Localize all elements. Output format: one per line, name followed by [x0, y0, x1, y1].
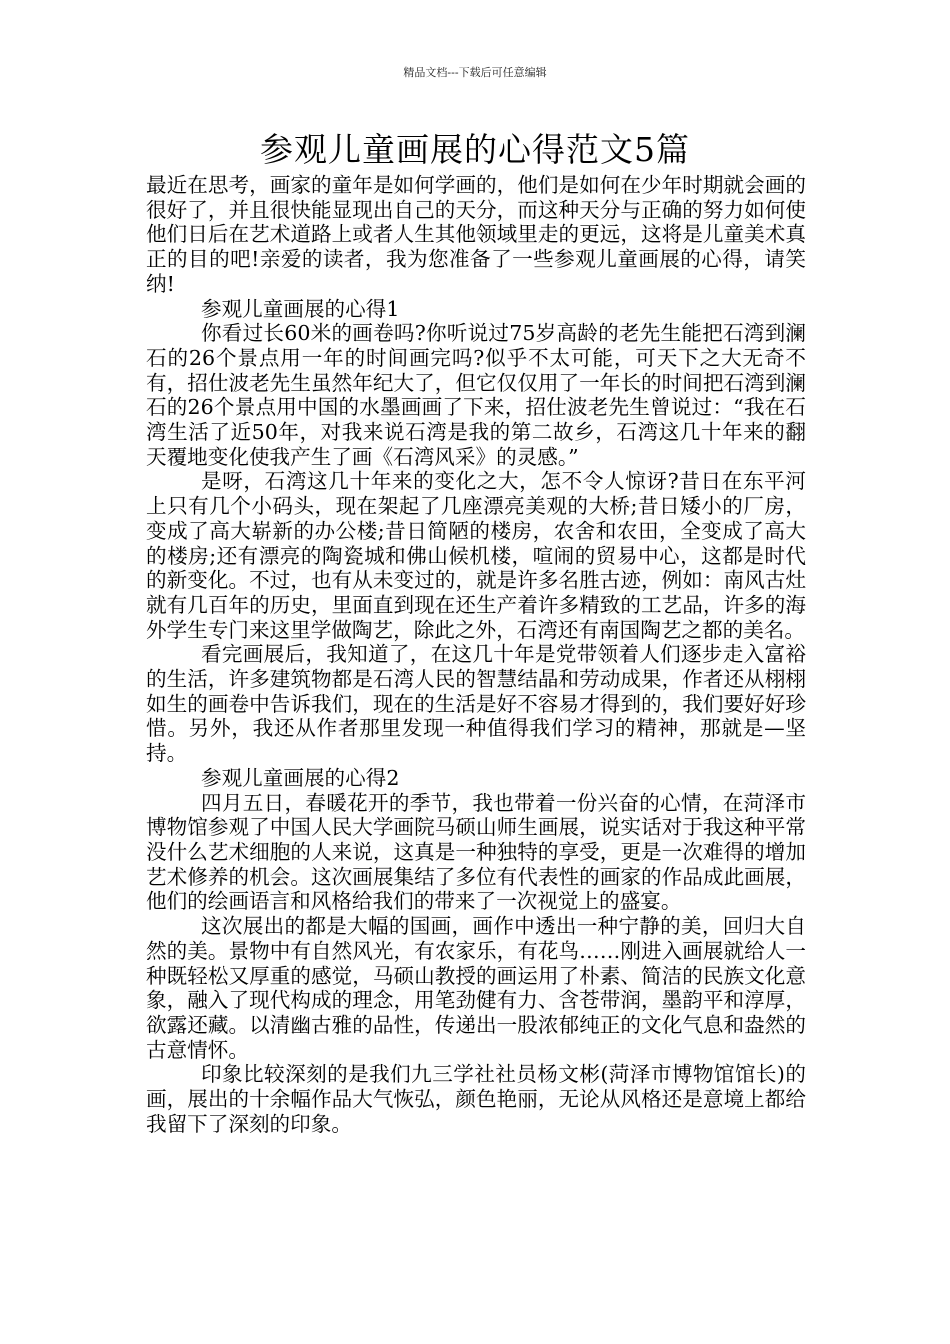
paragraph: 是呀，石湾这几十年来的变化之大，怎不令人惊讶?昔日在东平河上只有几个小码头，现在架起了几座漂亮美观的大桥;昔日矮小的厂房，变成了高大崭新的办公楼;昔日简陋的楼房，农舍和农田，全变成了高大的楼房;还有漂亮的陶瓷城和佛山候机楼，喧闹的贸易中心，这都是时代的新变化。不过，也有从未变过的，就是许多名胜古迹，例如：南风古灶就有几百年的历史，里面直到现在还生产着许多精致的工艺品，许多的海外学生专门来这里学做陶艺，除此之外，石湾还有南国陶艺之都的美名。 — [146, 469, 806, 642]
paragraph: 四月五日，春暖花开的季节，我也带着一份兴奋的心情，在菏泽市博物馆参观了中国人民大学画院马硕山师生画展，说实话对于我这种平常没什么艺术细胞的人来说，这真是一种独特的享受，更是一次难得的增加艺术修养的机会。这次画展集结了多位有代表性的画家的作品成此画展，他们的绘画语言和风格给我们的带来了一次视觉上的盛宴。 — [146, 790, 806, 914]
section-heading-2: 参观儿童画展的心得2 — [201, 765, 400, 790]
document-title: 参观儿童画展的心得范文5篇 — [260, 130, 690, 169]
paragraph-intro: 最近在思考，画家的童年是如何学画的，他们是如何在少年时期就会画的很好了，并且很快能显现出自己的天分，而这种天分与正确的努力如何使他们日后在艺术道路上或者人生其他领域里走的更远，这将是儿童美术真正的目的吧!亲爱的读者，我为您准备了一些参观儿童画展的心得，请笑纳! — [146, 173, 806, 296]
paragraph: 这次展出的都是大幅的国画，画作中透出一种宁静的美，回归大自然的美。景物中有自然风光，有农家乐，有花鸟……刚进入画展就给人一种既轻松又厚重的感觉，马硕山教授的画运用了朴素、简洁的民族文化意象，融入了现代构成的理念，用笔劲健有力、含苍带润，墨韵平和淳厚，欲露还藏。以清幽古雅的品性，传递出一股浓郁纯正的文化气息和盎然的古意情怀。 — [146, 914, 806, 1062]
section-heading-1: 参观儿童画展的心得1 — [201, 296, 400, 321]
paragraph: 你看过长60米的画卷吗?你听说过75岁高龄的老先生能把石湾到澜石的26个景点用一年的时间画完吗?似乎不太可能，可天下之大无奇不有，招仕波老先生虽然年纪大了，但它仅仅用了一年长的时间把石湾到澜石的26个景点用中国的水墨画画了下来，招仕波老先生曾说过：“我在石湾生活了近50年，对我来说石湾是我的第二故乡，石湾这几十年来的翻天覆地变化使我产生了画《石湾风采》的灵感。” — [146, 321, 806, 469]
document-body — [146, 173, 806, 1136]
page-header: 精品文档---下载后可任意编辑 — [403, 66, 547, 79]
paragraph: 印象比较深刻的是我们九三学社社员杨文彬(菏泽市博物馆馆长)的画，展出的十余幅作品大气恢弘，颜色艳丽，无论从风格还是意境上都给我留下了深刻的印象。 — [146, 1062, 806, 1136]
paragraph: 看完画展后，我知道了，在这几十年是党带领着人们逐步走入富裕的生活，许多建筑物都是石湾人民的智慧结晶和劳动成果，作者还从栩栩如生的画卷中告诉我们，现在的生活是好不容易才得到的，我们要好好珍惜。另外，我还从作者那里发现一种值得我们学习的精神，那就是—坚持。 — [146, 642, 806, 766]
